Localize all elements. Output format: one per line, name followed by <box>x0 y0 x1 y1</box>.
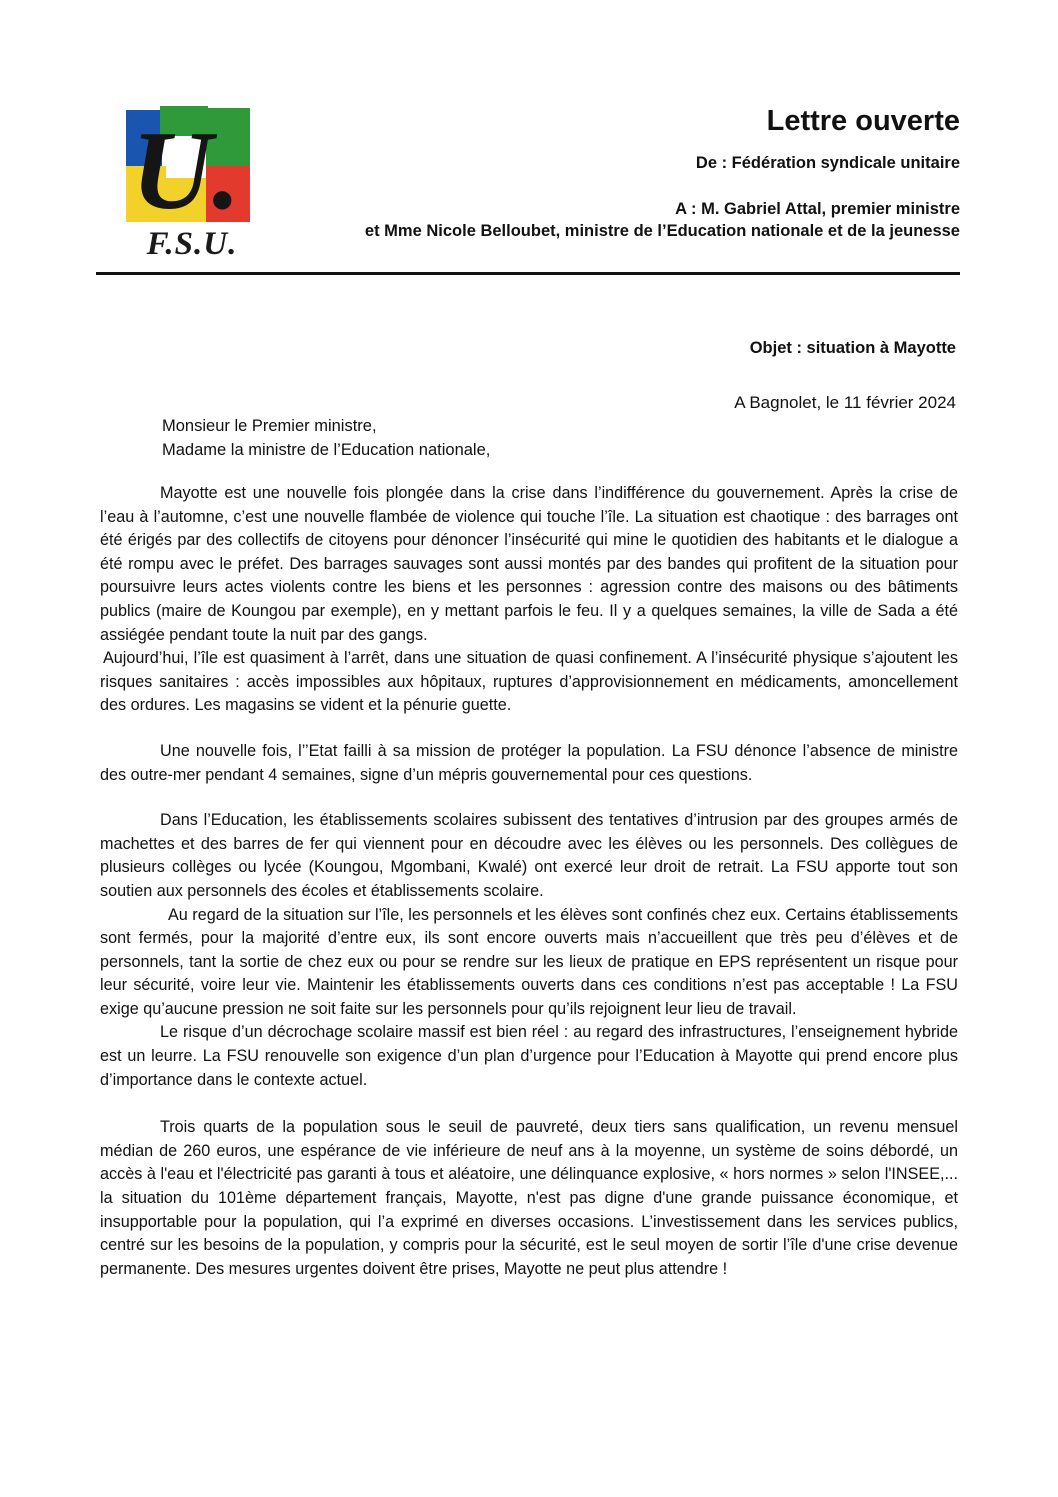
paragraph: Une nouvelle fois, l’’Etat failli à sa mission de protéger la population. La FSU dénonce l’absence de ministre des outre-mer pendant 4 semaines, signe d’un mépris gouvernemental pour ces questions. <box>100 741 958 784</box>
paragraph: Dans l’Education, les établissements scolaires subissent des tentatives d’intrusion par des groupes armés de machettes et des barres de fer qui viennent pour en découdre avec les élèves ou les personnels. Des collègues de plusieurs collèges ou lycée (Koungou, Mgombani, Kwalé) ont exercé leur droit de retrait. La FSU apporte tout son soutien aux personnels des écoles et établissements scolaire. <box>100 811 958 900</box>
letter-body <box>100 482 958 1281</box>
header-divider <box>96 272 960 275</box>
sender-line: De : Fédération syndicale unitaire <box>695 154 960 172</box>
letter-header <box>365 104 960 242</box>
salutation <box>162 414 490 462</box>
fsu-logo-graphic <box>124 106 254 231</box>
paragraph: Le risque d’un décrochage scolaire massif est bien réel : au regard des infrastructures, l’enseignement hybride est un leurre. La FSU renouvelle son exigence d’un plan d’urgence pour l’Education à Mayotte qui prend encore plus d’importance dans le contexte actuel. <box>100 1023 958 1089</box>
paragraph: Mayotte est une nouvelle fois plongée dans la crise dans l’indifférence du gouvernement. Après la crise de l’eau à l’automne, c’est une nouvelle flambée de violence qui touche l’île. La situation est chaotique : des barrages ont été érigés par des collectifs de citoyens pour dénoncer l’insécurité qui mine le quotidien des habitants et le dialogue a été rompu avec le préfet. Des barrages sauvages sont aussi montés par des bandes qui profitent de la situation pour poursuivre leurs actes violents contre les biens et les personnes : agression contre des maisons ou des bâtiments publics (maire de Koungou par exemple), en y mettant parfois le feu. Il y a quelques semaines, la ville de Sada a été assiégée pendant toute la nuit par des gangs. <box>100 484 958 644</box>
logo-name: F.S.U. <box>146 226 238 262</box>
paragraph: Trois quarts de la population sous le seuil de pauvreté, deux tiers sans qualification, un revenu mensuel médian de 260 euros, une espérance de vie inférieure de neuf ans à la moyenne, un système de soins débordé, un accès à l'eau et l'électricité pas garanti à tous et aléatoire, une délinquance explosive, « hors normes » selon l'INSEE,... la situation du 101ème département français, Mayotte, n'est pas digne d'une grande puissance économique, et insupportable pour la population, qui l’a exprimé en diverses occasions. L’investissement dans les services publics, centré sur les besoins de la population, y compris pour la sécurité, est le seul moyen de sortir l’île d'une crise devenue permanente. Des mesures urgentes doivent être prises, Mayotte ne peut plus attendre ! <box>100 1118 958 1278</box>
recipient-line-1: A : M. Gabriel Attal, premier ministre <box>675 200 960 218</box>
letter-date: A Bagnolet, le 11 février 2024 <box>734 393 956 412</box>
salutation-line-1: Monsieur le Premier ministre, <box>162 417 377 435</box>
letter-title: Lettre ouverte <box>766 105 960 137</box>
letter-object: Objet : situation à Mayotte <box>749 339 956 357</box>
salutation-line-2: Madame la ministre de l’Education nationale, <box>162 441 491 459</box>
paragraph: Aujourd’hui, l’île est quasiment à l’arrêt, dans une situation de quasi confinement. A l’insécurité physique s’ajoutent les risques sanitaires : accès impossibles aux hôpitaux, ruptures d’approvisionnement en médicaments, amoncellement des ordures. Les magasins se vident et la pénurie guette. <box>100 649 958 715</box>
paragraph: Au regard de la situation sur l’île, les personnels et les élèves sont confinés chez eux. Certains établissements sont fermés, pour la majorité d’entre eux, ils sont encore ouverts mais n’accueillent que très peu d’élèves et de personnels, tant la sortie de chez eux ou pour se rendre sur les lieux de pratique en EPS représentent un risque pour leur sécurité, voire leur vie. Maintenir les établissements ouverts dans ces conditions n’est pas acceptable ! La FSU exige qu’aucune pression ne soit faite sur les personnels pour qu’ils rejoignent leur lieu de travail. <box>100 905 959 1018</box>
recipient-line-2: et Mme Nicole Belloubet, ministre de l’Education nationale et de la jeunesse <box>364 222 960 240</box>
svg-text:U.: U. <box>131 109 241 231</box>
